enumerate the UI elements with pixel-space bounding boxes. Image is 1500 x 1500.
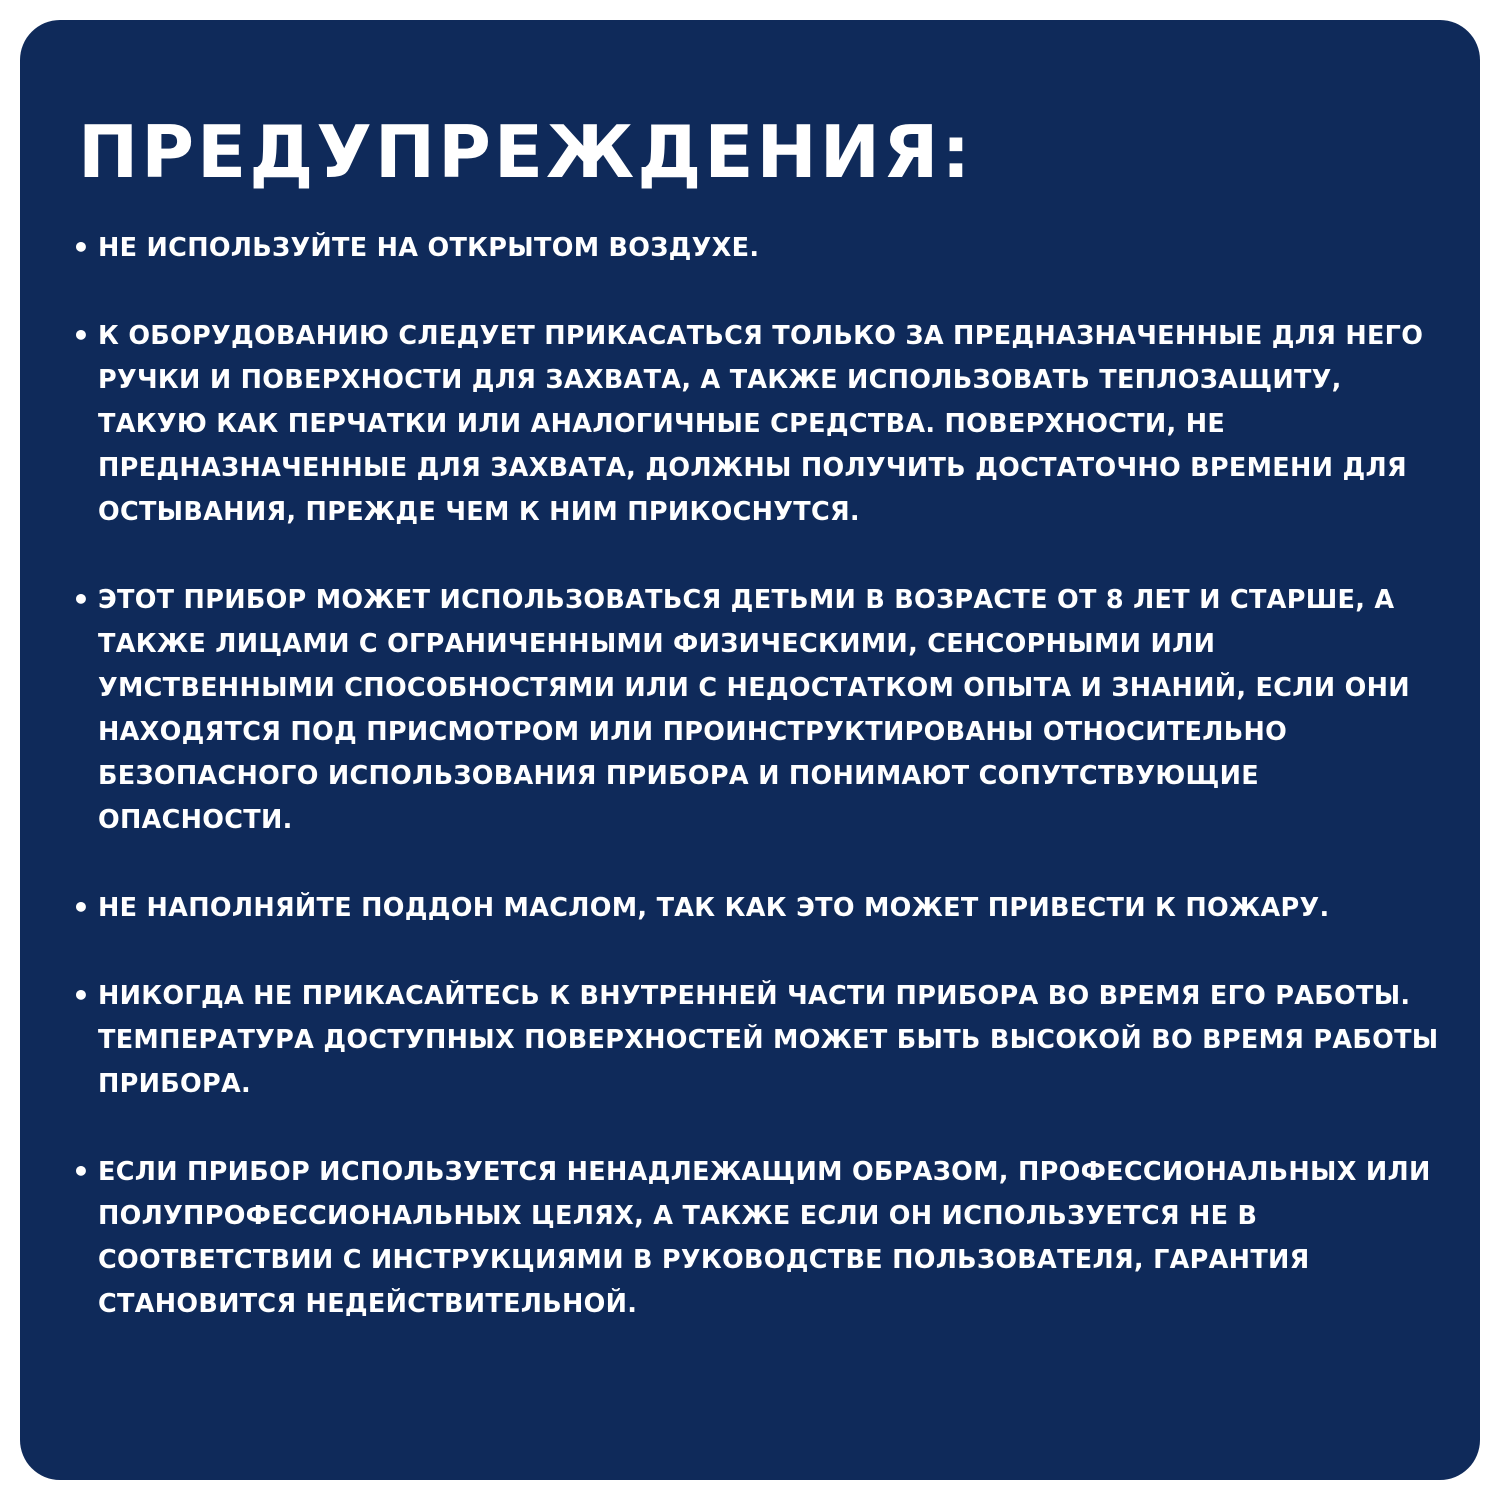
warning-text: НИКОГДА НЕ ПРИКАСАЙТЕСЬ К ВНУТРЕННЕЙ ЧАСТИ ПРИБОРА ВО ВРЕМЯ ЕГО РАБОТЫ. ТЕМПЕРАТУРА ДОСТУПНЫХ ПОВЕРХНОСТЕЙ МОЖЕТ БЫТЬ ВЫСОКОЙ ВО ВРЕМЯ РАБОТЫ ПРИБОРА. [98, 981, 1439, 1099]
warning-item [72, 314, 1442, 534]
warnings-list [72, 226, 1442, 1370]
warnings-title: ПРЕДУПРЕЖДЕНИЯ: [78, 110, 974, 194]
bullet-icon: • [72, 891, 91, 924]
warning-item [72, 886, 1442, 930]
warning-text: К ОБОРУДОВАНИЮ СЛЕДУЕТ ПРИКАСАТЬСЯ ТОЛЬКО ЗА ПРЕДНАЗНАЧЕННЫЕ ДЛЯ НЕГО РУЧКИ И ПОВЕРХНОСТИ ДЛЯ ЗАХВАТА, А ТАКЖЕ ИСПОЛЬЗОВАТЬ ТЕПЛОЗАЩИТУ, ТАКУЮ КАК ПЕРЧАТКИ ИЛИ АНАЛОГИЧНЫЕ СРЕДСТВА. ПОВЕРХНОСТИ, НЕ ПРЕДНАЗНАЧЕННЫЕ ДЛЯ ЗАХВАТА, ДОЛЖНЫ ПОЛУЧИТЬ ДОСТАТОЧНО ВРЕМЕНИ ДЛЯ ОСТЫВАНИЯ, ПРЕЖДЕ ЧЕМ К НИМ ПРИКОСНУТСЯ. [98, 321, 1424, 527]
warning-card [20, 20, 1480, 1480]
bullet-icon: • [72, 979, 91, 1012]
bullet-icon: • [72, 583, 91, 616]
warning-item [72, 974, 1442, 1106]
warning-text: ЕСЛИ ПРИБОР ИСПОЛЬЗУЕТСЯ НЕНАДЛЕЖАЩИМ ОБРАЗОМ, ПРОФЕССИОНАЛЬНЫХ ИЛИ ПОЛУПРОФЕССИОНАЛЬНЫХ ЦЕЛЯХ, А ТАКЖЕ ЕСЛИ ОН ИСПОЛЬЗУЕТСЯ НЕ В СООТВЕТСТВИИ С ИНСТРУКЦИЯМИ В РУКОВОДСТВЕ ПОЛЬЗОВАТЕЛЯ, ГАРАНТИЯ СТАНОВИТСЯ НЕДЕЙСТВИТЕЛЬНОЙ. [98, 1157, 1431, 1319]
warning-item [72, 1150, 1442, 1326]
warning-item [72, 578, 1442, 842]
warning-item [72, 226, 1442, 270]
bullet-icon: • [72, 231, 91, 264]
bullet-icon: • [72, 1155, 91, 1188]
bullet-icon: • [72, 319, 91, 352]
warning-text: НЕ ИСПОЛЬЗУЙТЕ НА ОТКРЫТОМ ВОЗДУХЕ. [98, 233, 760, 263]
warning-text: НЕ НАПОЛНЯЙТЕ ПОДДОН МАСЛОМ, ТАК КАК ЭТО МОЖЕТ ПРИВЕСТИ К ПОЖАРУ. [98, 893, 1330, 923]
warning-text: ЭТОТ ПРИБОР МОЖЕТ ИСПОЛЬЗОВАТЬСЯ ДЕТЬМИ В ВОЗРАСТЕ ОТ 8 ЛЕТ И СТАРШЕ, А ТАКЖЕ ЛИЦАМИ С ОГРАНИЧЕННЫМИ ФИЗИЧЕСКИМИ, СЕНСОРНЫМИ ИЛИ УМСТВЕННЫМИ СПОСОБНОСТЯМИ ИЛИ С НЕДОСТАТКОМ ОПЫТА И ЗНАНИЙ, ЕСЛИ ОНИ НАХОДЯТСЯ ПОД ПРИСМОТРОМ ИЛИ ПРОИНСТРУКТИРОВАНЫ ОТНОСИТЕЛЬНО БЕЗОПАСНОГО ИСПОЛЬЗОВАНИЯ ПРИБОРА И ПОНИМАЮТ СОПУТСТВУЮЩИЕ ОПАСНОСТИ. [98, 585, 1410, 835]
